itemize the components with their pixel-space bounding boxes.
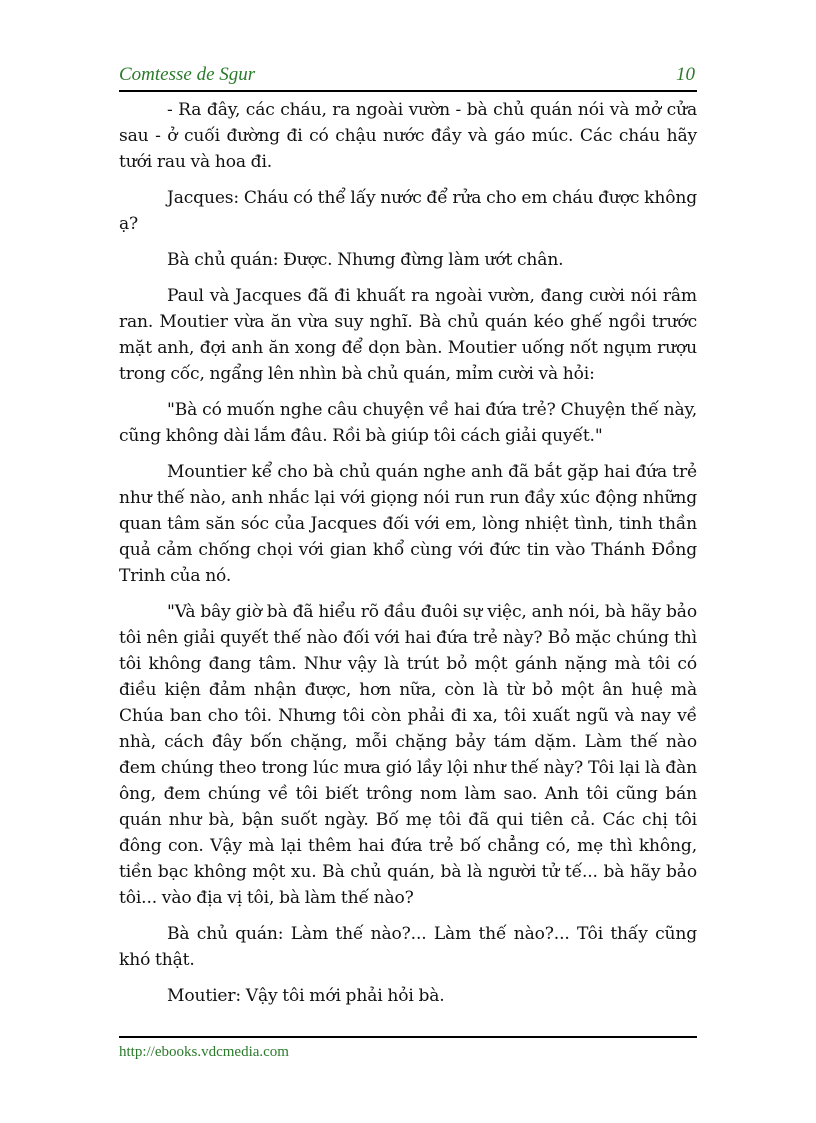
page-number: 10 bbox=[676, 64, 695, 85]
page-header bbox=[119, 60, 697, 92]
paragraph: Mountier kể cho bà chủ quán nghe anh đã bắt gặp hai đứa trẻ như thế nào, anh nhắc lại với giọng nói run run đầy xúc động những quan tâm săn sóc của Jacques đối với em, lòng nhiệt tình, tinh thần quả cảm chống chọi với gian khổ cùng với đức tin vào Thánh Đồng Trinh của nó. bbox=[119, 462, 697, 586]
footer-url-link[interactable]: http://ebooks.vdcmedia.com bbox=[119, 1044, 289, 1060]
paragraph: - Ra đây, các cháu, ra ngoài vườn - bà chủ quán nói và mở cửa sau - ở cuối đường đi có chậu nước đầy và gáo múc. Các cháu hãy tưới rau và hoa đi. bbox=[119, 100, 697, 172]
paragraph: "Bà có muốn nghe câu chuyện về hai đứa trẻ? Chuyện thế này, cũng không dài lắm đâu. Rồi bà giúp tôi cách giải quyết." bbox=[119, 400, 697, 446]
paragraph: Jacques: Cháu có thể lấy nước để rửa cho em cháu được không ạ? bbox=[119, 188, 697, 234]
book-author: Comtesse de Sgur bbox=[119, 64, 256, 85]
paragraph: Bà chủ quán: Làm thế nào?... Làm thế nào?... Tôi thấy cũng khó thật. bbox=[119, 924, 697, 970]
paragraph: Paul và Jacques đã đi khuất ra ngoài vườn, đang cười nói râm ran. Moutier vừa ăn vừa suy nghĩ. Bà chủ quán kéo ghế ngồi trước mặt anh, đợi anh ăn xong để dọn bàn. Moutier uống nốt ngụm rượu trong cốc, ngẩng lên nhìn bà chủ quán, mỉm cười và hỏi: bbox=[119, 286, 697, 384]
footer-divider bbox=[119, 1036, 697, 1038]
page-body bbox=[119, 97, 697, 1019]
paragraph: "Và bây giờ bà đã hiểu rõ đầu đuôi sự việc, anh nói, bà hãy bảo tôi nên giải quyết thế nào đối với hai đứa trẻ này? Bỏ mặc chúng thì tôi không đang tâm. Như vậy là trút bỏ một gánh nặng mà tôi có điều kiện đảm nhận được, hơn nữa, còn là từ bỏ một ân huệ mà Chúa ban cho tôi. Nhưng tôi còn phải đi xa, tôi xuất ngũ và nay về nhà, cách đây bốn chặng, mỗi chặng bảy tám dặm. Làm thế nào đem chúng theo trong lúc mưa gió lầy lội như thế này? Tôi lại là đàn ông, đem chúng về tôi biết trông nom làm sao. Anh tôi cũng bán quán như bà, bận suốt ngày. Bố mẹ tôi đã qui tiên cả. Các chị tôi đông con. Vậy mà lại thêm hai đứa trẻ bố chẳng có, mẹ thì không, tiền bạc không một xu. Bà chủ quán, bà là người tử tế... bà hãy bảo tôi... vào địa vị tôi, bà làm thế nào? bbox=[119, 602, 697, 908]
paragraph: Bà chủ quán: Được. Nhưng đừng làm ướt chân. bbox=[167, 250, 564, 270]
paragraph: Moutier: Vậy tôi mới phải hỏi bà. bbox=[167, 986, 445, 1006]
